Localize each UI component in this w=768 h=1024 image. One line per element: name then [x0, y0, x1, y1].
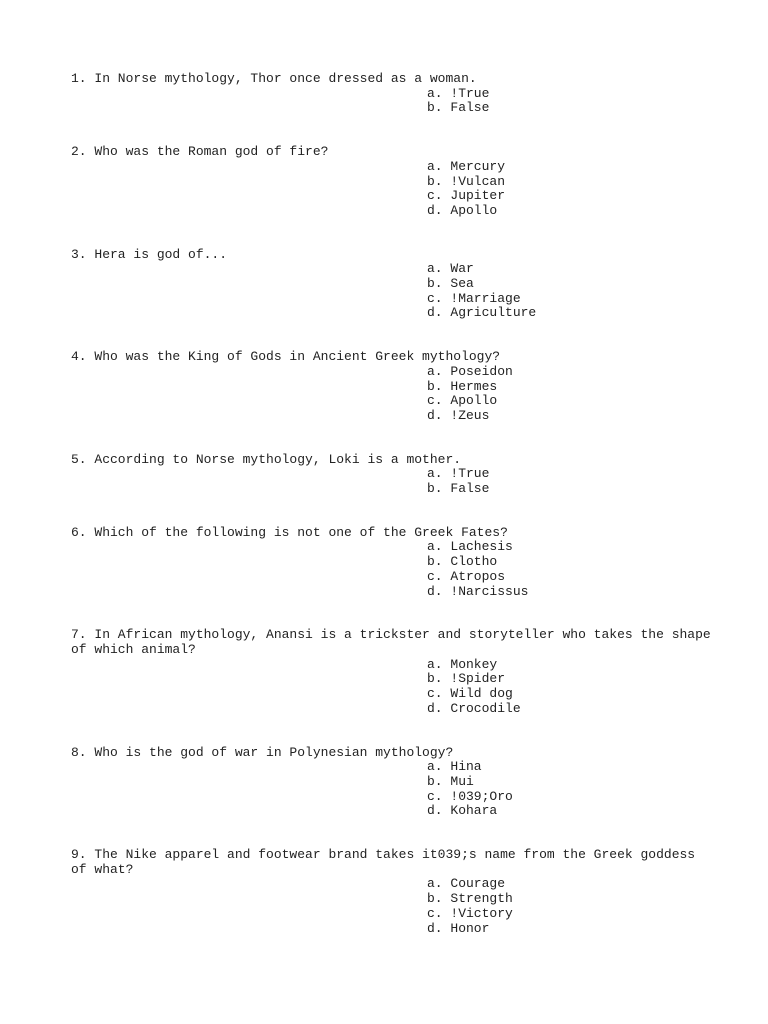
answer-options [71, 467, 711, 496]
answer-option: a. Monkey [427, 656, 498, 672]
answer-option: d. !Zeus [427, 407, 490, 423]
answer-option: d. Apollo [427, 202, 498, 218]
question-9 [71, 848, 711, 936]
answer-option: a. !True [427, 466, 490, 482]
answer-options [71, 760, 711, 819]
answer-option: d. Crocodile [427, 700, 521, 716]
answer-option: b. Mui [427, 773, 474, 789]
question-prompt: 7. In African mythology, Anansi is a trickster and storyteller who takes the shape of which animal? [71, 627, 719, 657]
question-prompt: 1. In Norse mythology, Thor once dressed as a woman. [71, 71, 477, 86]
answer-option: b. Clotho [427, 554, 498, 570]
question-prompt: 4. Who was the King of Gods in Ancient Greek mythology? [71, 349, 501, 365]
answer-option: c. !039;Oro [427, 788, 513, 804]
answer-option: b. False [427, 481, 490, 497]
question-prompt: 6. Which of the following is not one of the Greek Fates? [71, 524, 508, 540]
answer-options [71, 877, 711, 936]
question-prompt: 9. The Nike apparel and footwear brand takes it039;s name from the Greek goddess of what? [71, 847, 703, 877]
answer-options [71, 658, 711, 717]
question-3 [71, 248, 711, 322]
answer-option: a. Hina [427, 759, 482, 775]
question-prompt: 5. According to Norse mythology, Loki is a mother. [71, 451, 462, 467]
answer-option: d. !Narcissus [427, 583, 529, 599]
answer-option: d. Honor [427, 920, 490, 936]
answer-option: d. Agriculture [427, 305, 537, 321]
question-prompt: 3. Hera is god of... [71, 246, 228, 262]
answer-option: a. Lachesis [427, 539, 513, 555]
answer-option: b. Sea [427, 276, 474, 292]
answer-options [71, 87, 711, 116]
question-5 [71, 453, 711, 497]
answer-option: b. Hermes [427, 378, 498, 394]
question-6 [71, 526, 711, 600]
answer-option: a. Poseidon [427, 363, 513, 379]
answer-options [71, 540, 711, 599]
answer-option: a. War [427, 261, 474, 277]
answer-option: c. Wild dog [427, 686, 513, 702]
question-8 [71, 746, 711, 820]
question-prompt: 8. Who is the god of war in Polynesian mythology? [71, 744, 454, 760]
answer-option: b. !Spider [427, 671, 506, 687]
answer-options [71, 262, 711, 321]
answer-option: a. !True [427, 85, 490, 101]
answer-options [71, 365, 711, 424]
answer-option: c. Atropos [427, 568, 506, 584]
question-7 [71, 627, 719, 716]
answer-option: c. Jupiter [427, 188, 506, 204]
answer-option: c. !Marriage [427, 290, 521, 306]
quiz-document [71, 71, 719, 965]
question-2 [71, 145, 711, 219]
answer-option: a. Mercury [427, 158, 506, 174]
answer-option: d. Kohara [427, 803, 498, 819]
answer-options [71, 160, 711, 219]
answer-option: b. False [427, 100, 490, 116]
question-prompt: 2. Who was the Roman god of fire? [71, 144, 329, 160]
answer-option: c. Apollo [427, 393, 498, 409]
answer-option: a. Courage [427, 876, 506, 892]
answer-option: c. !Victory [427, 905, 513, 921]
answer-option: b. Strength [427, 891, 513, 907]
question-1 [71, 72, 711, 116]
question-4 [71, 350, 711, 424]
answer-option: b. !Vulcan [427, 173, 506, 189]
